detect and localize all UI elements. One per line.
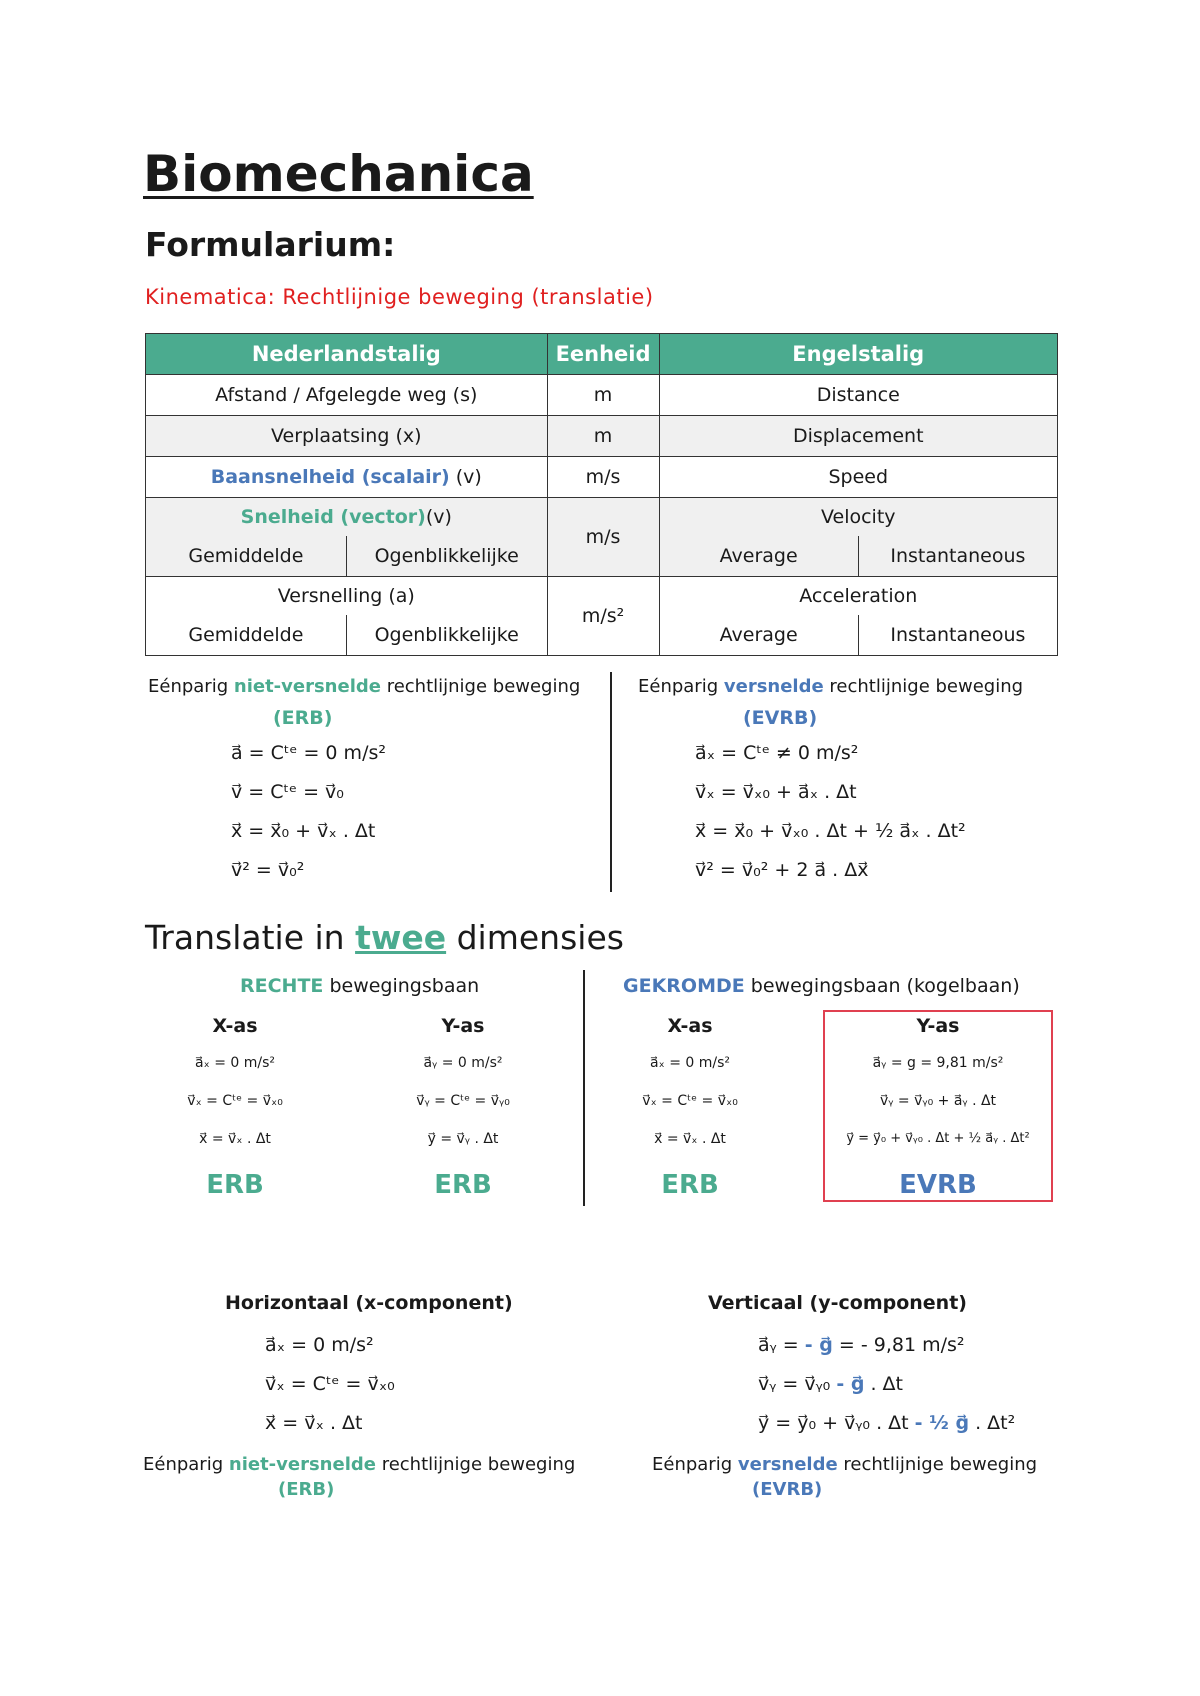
vertical-formulas (758, 1326, 1015, 1443)
cell-sub-instant: Instantaneous (890, 545, 1026, 567)
kinematics-heading: Kinematica: Rechtlijnige beweging (translatie) (145, 285, 654, 309)
formula: v⃗ᵧ = Cᵗᵉ = v⃗ᵧ₀ (416, 1093, 510, 1109)
cell-unit: m/s (547, 457, 659, 498)
formula: x⃗ = v⃗ₓ . Δt (654, 1131, 726, 1147)
formula: y⃗ = y⃗₀ + v⃗ᵧ₀ . Δt + ½ a⃗ᵧ . Δt² (846, 1131, 1030, 1146)
cell-nl (146, 577, 548, 656)
cell-nl-rest: (v) (425, 506, 452, 528)
formula: v⃗ₓ = Cᵗᵉ = v⃗ₓ₀ (187, 1093, 283, 1109)
formula: v⃗ᵧ = v⃗ᵧ₀ + a⃗ᵧ . Δt (879, 1093, 997, 1109)
horizontal-tag: (ERB) (278, 1479, 335, 1500)
erb-formula: a⃗ = Cᵗᵉ = 0 m/s² (231, 742, 386, 764)
cell-en-title: Velocity (820, 506, 896, 528)
table-row (146, 577, 1058, 656)
cell-en: Speed (659, 457, 1057, 498)
formula: a⃗ᵧ = - g⃗ = - 9,81 m/s² (758, 1334, 965, 1356)
result-label: ERB (206, 1170, 264, 1200)
kinematics-table (145, 333, 1058, 656)
table-row (146, 375, 1058, 416)
header-nl: Nederlandstalig (146, 334, 548, 375)
horizontal-footer: Eénparig niet-versnelde rechtlijnige beweging (ERB) (143, 1454, 576, 1500)
cell-sub-average: Average (660, 615, 859, 655)
evrb-formula: v⃗ₓ = v⃗ₓ₀ + a⃗ₓ . Δt (695, 781, 857, 803)
result-label: EVRB (899, 1170, 977, 1200)
formula: v⃗ₓ = Cᵗᵉ = v⃗ₓ₀ (265, 1373, 395, 1395)
erb-block (148, 672, 580, 890)
cell-unit: m (547, 375, 659, 416)
axis-label: Y-as (916, 1015, 960, 1037)
axis-label: X-as (212, 1015, 258, 1037)
formula: a⃗ₓ = 0 m/s² (194, 1055, 276, 1071)
vertical-title: Verticaal (y-component) (708, 1292, 967, 1314)
cell-sub-instant: Ogenblikkelijke (374, 624, 519, 646)
evrb-heading: Eénparig versnelde rechtlijnige beweging (638, 676, 1024, 697)
table-row (146, 457, 1058, 498)
result-label: ERB (434, 1170, 492, 1200)
erb-tag: (ERB) (273, 707, 333, 729)
cell-sub-average: Gemiddelde (146, 615, 347, 655)
evrb-tag: (EVRB) (743, 707, 818, 729)
header-unit: Eenheid (547, 334, 659, 375)
straight-x-column (165, 1008, 305, 1200)
cell-en (659, 577, 1057, 656)
axis-label: Y-as (441, 1015, 485, 1037)
two-dim-heading: Translatie in twee dimensies (145, 918, 624, 957)
cell-nl (146, 498, 548, 577)
cell-nl: Afstand / Afgelegde weg (s) (146, 375, 548, 416)
cell-en: Distance (659, 375, 1057, 416)
cell-en-title: Acceleration (799, 585, 918, 607)
cell-unit: m/s (547, 498, 659, 577)
cell-nl-colored: Snelheid (vector) (240, 506, 426, 528)
straight-y-column (393, 1008, 533, 1200)
vertical-tag: (EVRB) (752, 1479, 823, 1500)
erb-heading: Eénparig niet-versnelde rechtlijnige beweging (148, 676, 581, 697)
cell-en: Displacement (659, 416, 1057, 457)
cell-sub-average: Average (660, 536, 859, 576)
erb-formula: x⃗ = x⃗₀ + v⃗ₓ . Δt (231, 820, 376, 842)
straight-path-title: RECHTE bewegingsbaan (240, 975, 480, 997)
header-en: Engelstalig (659, 334, 1057, 375)
cell-nl-title: Versnelling (a) (277, 585, 415, 607)
formula: a⃗ₓ = 0 m/s² (265, 1334, 374, 1356)
formula: x⃗ = v⃗ₓ . Δt (199, 1131, 271, 1147)
cell-unit: m (547, 416, 659, 457)
table-row (146, 498, 1058, 577)
horizontal-title: Horizontaal (x-component) (225, 1292, 513, 1314)
cell-nl-colored: Baansnelheid (scalair) (210, 466, 450, 488)
curved-x-column (620, 1008, 760, 1200)
curved-path-title: GEKROMDE bewegingsbaan (kogelbaan) (623, 975, 1020, 997)
evrb-formula: v⃗² = v⃗₀² + 2 a⃗ . Δx⃗ (695, 859, 869, 881)
cell-sub-average: Gemiddelde (146, 536, 347, 576)
formula: x⃗ = v⃗ₓ . Δt (265, 1412, 363, 1434)
erb-formula: v⃗² = v⃗₀² (231, 859, 305, 881)
formula: y⃗ = y⃗₀ + v⃗ᵧ₀ . Δt - ½ g⃗ . Δt² (758, 1412, 1016, 1434)
section-divider (583, 970, 585, 1206)
cell-sub-instant: Instantaneous (890, 624, 1026, 646)
cell-sub-instant: Ogenblikkelijke (374, 545, 519, 567)
result-label: ERB (661, 1170, 719, 1200)
page-title: Biomechanica (143, 145, 534, 203)
formula: v⃗ₓ = Cᵗᵉ = v⃗ₓ₀ (642, 1093, 738, 1109)
formula: a⃗ᵧ = g = 9,81 m/s² (872, 1055, 1004, 1071)
cell-nl (146, 457, 548, 498)
table-header-row (146, 334, 1058, 375)
cell-nl-rest: (v) (449, 466, 482, 488)
formula: y⃗ = v⃗ᵧ . Δt (427, 1131, 499, 1147)
curved-y-column (826, 1008, 1050, 1200)
axis-label: X-as (667, 1015, 713, 1037)
evrb-block (638, 672, 1023, 890)
cell-nl: Verplaatsing (x) (146, 416, 548, 457)
block-divider (610, 672, 612, 892)
erb-formula: v⃗ = Cᵗᵉ = v⃗₀ (231, 781, 344, 803)
horizontal-formulas (265, 1326, 395, 1443)
evrb-formula: a⃗ₓ = Cᵗᵉ ≠ 0 m/s² (695, 742, 859, 764)
formula: a⃗ᵧ = 0 m/s² (423, 1055, 503, 1071)
cell-unit: m/s² (547, 577, 659, 656)
vertical-footer: Eénparig versnelde rechtlijnige beweging (EVRB) (652, 1454, 1038, 1500)
formula: v⃗ᵧ = v⃗ᵧ₀ - g⃗ . Δt (758, 1373, 903, 1395)
evrb-formula: x⃗ = x⃗₀ + v⃗ₓ₀ . Δt + ½ a⃗ₓ . Δt² (695, 820, 966, 842)
formula: a⃗ₓ = 0 m/s² (649, 1055, 731, 1071)
cell-en (659, 498, 1057, 577)
table-row (146, 416, 1058, 457)
page-subtitle: Formularium: (145, 225, 396, 264)
